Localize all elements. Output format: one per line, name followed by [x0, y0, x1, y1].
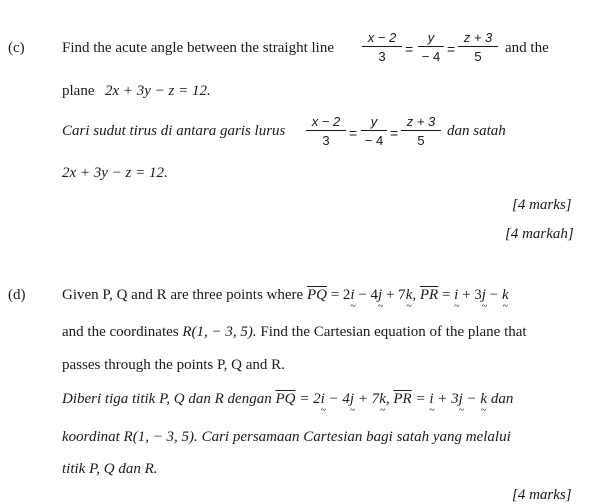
fraction-z-numerator: z + 3 — [401, 114, 441, 131]
coordinate-r-ms: R(1, − 3, 5). — [123, 429, 198, 445]
fraction-y-denominator: − 4 — [421, 49, 441, 64]
part-c-question-en-line1: Find the acute angle between the straight line — [62, 40, 334, 56]
fraction-z — [458, 30, 498, 64]
part-d-label: (d) — [8, 287, 26, 303]
unit-vector-j: j ~ — [350, 391, 354, 407]
unit-vector-j: j ~ — [378, 287, 382, 303]
vector-pr-ms: $\overline{PR}$ — [393, 391, 412, 407]
fraction-y — [418, 30, 444, 64]
equals-sign: = — [405, 41, 414, 57]
marks-ms-c: [4 markah] — [505, 226, 574, 242]
fraction-y-numerator: y — [418, 30, 444, 47]
fraction-x-denominator: 3 — [378, 49, 386, 64]
unit-vector-k: k ~ — [406, 287, 413, 303]
fraction-x — [362, 30, 402, 64]
part-d-question-en-line3: passes through the points P, Q and R. — [62, 357, 285, 373]
equals-sign: = — [349, 125, 358, 141]
marks-en-d: [4 marks] — [512, 487, 572, 503]
vector-pq-ms: $\overline{PQ}$ — [275, 391, 296, 407]
fraction-y-denominator: − 4 — [364, 133, 384, 148]
fraction-z-numerator: z + 3 — [458, 30, 498, 47]
part-c-plane-equation: 2x + 3y − z = 12. — [105, 83, 211, 99]
coordinate-r: R(1, − 3, 5). — [182, 324, 257, 340]
unit-vector-j: j ~ — [482, 287, 486, 303]
marks-en-c: [4 marks] — [512, 197, 572, 213]
vector-pr: $\overline{PR}$ — [419, 287, 439, 303]
part-d-question-en-line1: Given P, Q and R are three points where $\overline{PQ} = 2i$ ~ − 4j ~ + 7k ~, $\overline{PR} = i$ ~ + 3j ~ − k ~ — [62, 288, 509, 303]
fraction-x-denominator: 3 — [322, 133, 330, 148]
vector-pq: $\overline{PQ}$ — [306, 287, 327, 303]
part-d-question-ms-line3: titik P, Q dan R. — [62, 461, 158, 477]
fraction-y-numerator: y — [361, 114, 387, 131]
fraction-z-ms — [401, 114, 441, 148]
unit-vector-k: k ~ — [502, 287, 509, 303]
unit-vector-j: j ~ — [459, 391, 463, 407]
equals-sign: = — [447, 41, 456, 57]
part-c-and-the: and the — [505, 40, 549, 56]
fraction-y-ms — [361, 114, 387, 148]
unit-vector-i: i ~ — [429, 391, 433, 407]
part-c-question-ms-line1: Cari sudut tirus di antara garis lurus — [62, 123, 286, 139]
part-d-question-en-line2: and the coordinates R(1, − 3, 5). Find the Cartesian equation of the plane that — [62, 324, 527, 340]
part-d-question-ms-line2: koordinat R(1, − 3, 5). Cari persamaan Cartesian bagi satah yang melalui — [62, 429, 511, 445]
fraction-z-denominator: 5 — [417, 133, 425, 148]
part-d-given-text: Given P, Q and R are three points where — [62, 287, 304, 303]
unit-vector-i: i ~ — [350, 287, 354, 303]
part-c-plane-word: plane — [62, 83, 95, 99]
part-c-plane-equation-ms: 2x + 3y − z = 12. — [62, 165, 168, 181]
fraction-x-numerator: x − 2 — [362, 30, 402, 47]
unit-vector-k: k ~ — [480, 391, 487, 407]
unit-vector-i: i ~ — [454, 287, 458, 303]
unit-vector-i: i ~ — [321, 391, 325, 407]
part-c-dan-satah: dan satah — [447, 123, 506, 139]
fraction-x-numerator: x − 2 — [306, 114, 346, 131]
fraction-z-denominator: 5 — [474, 49, 482, 64]
unit-vector-k: k ~ — [379, 391, 386, 407]
part-d-question-ms-line1: Diberi tiga titik P, Q dan R dengan $\overline{PQ} = 2i$ ~ − 4j ~ + 7k ~, $\overline{PR} = i$ ~ + 3j ~ − k ~ dan — [62, 392, 513, 407]
fraction-x-ms — [306, 114, 346, 148]
equals-sign: = — [390, 125, 399, 141]
part-c-label: (c) — [8, 40, 25, 56]
